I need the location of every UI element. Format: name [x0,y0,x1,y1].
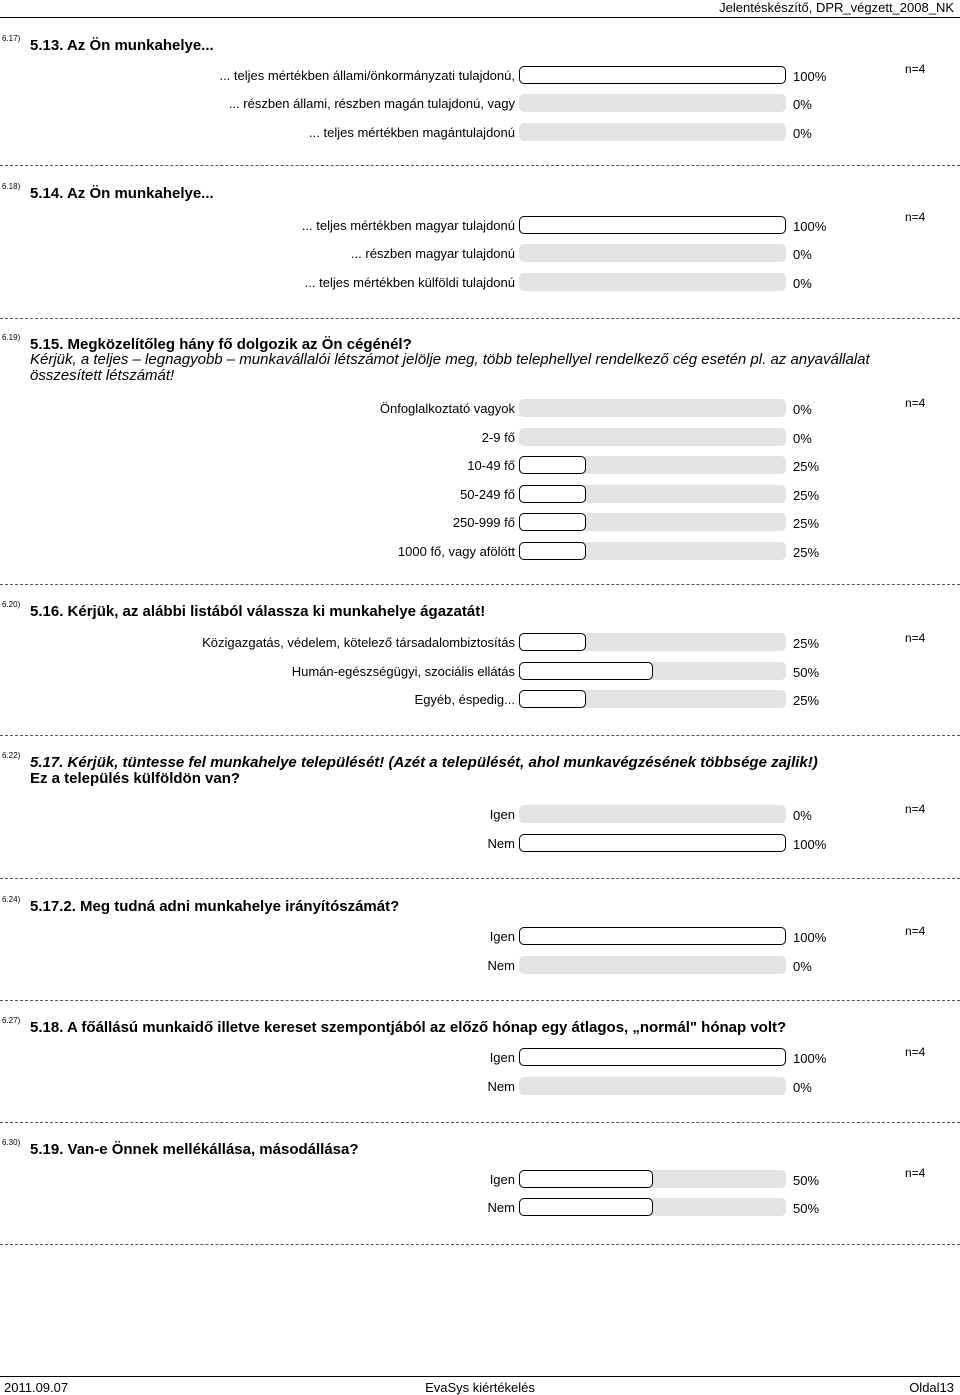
answer-bar-fill [519,542,586,560]
answer-row [0,1048,960,1068]
answer-percent: 50% [793,1173,820,1188]
answer-label: Nem [487,836,515,851]
answer-bar [519,216,786,234]
answer-percent: 50% [793,665,820,680]
answer-bar [519,399,786,417]
answer-bar [519,542,786,560]
answer-percent: 100% [793,219,827,234]
answer-percent: 25% [793,488,820,503]
answer-row [0,805,960,825]
answer-percent: 0% [793,247,812,262]
answer-bar [519,1170,786,1188]
footer-rule [0,1376,960,1377]
answer-bar [519,273,786,291]
answer-bar-fill [519,633,586,651]
answer-bar [519,456,786,474]
answer-bar [519,513,786,531]
answer-label: 50-249 fő [460,487,515,502]
answer-label: Igen [489,929,515,944]
section-divider [0,1244,960,1245]
answer-label: Igen [489,1050,515,1065]
answer-percent: 100% [793,930,827,945]
answer-bar [519,805,786,823]
answer-percent: 0% [793,1080,812,1095]
answer-bar-fill [519,834,786,852]
report-header-title: Jelentéskészítő, DPR_végzett_2008_NK [719,0,954,15]
sample-size: n=4 [905,62,926,76]
answer-label: ... teljes mértékben külföldi tulajdonú [304,275,515,290]
answer-label: Humán-egészségügyi, szociális ellátás [291,664,515,679]
answer-bar [519,1077,786,1095]
answer-row [0,399,960,419]
sample-size: n=4 [905,1045,926,1059]
question-number: 6.20) [2,600,21,609]
answer-bar [519,94,786,112]
question-title: 5.18. A főállású munkaidő illetve kereset szempontjából az előző hónap egy átlagos, „normál" hónap volt? [30,1019,787,1036]
answer-label: Önfoglalkoztató vagyok [379,401,515,416]
answer-row [0,662,960,682]
footer-page-number: Oldal13 [909,1380,954,1395]
answer-row [0,513,960,533]
answer-label: 1000 fő, vagy afölött [397,544,515,559]
answer-label: ... teljes mértékben magántulajdonú [309,125,515,140]
question-title: 5.14. Az Ön munkahelye... [30,185,214,202]
question-subtitle: Kérjük, a teljes – legnagyobb – munkavállalói létszámot jelölje meg, több telephellyel rendelkező cég esetén pl. az anyavállalat összesített létszámát! [30,351,870,384]
answer-percent: 25% [793,693,820,708]
question-number: 6.22) [2,751,21,760]
sample-size: n=4 [905,924,926,938]
answer-percent: 25% [793,516,820,531]
answer-bar-fill [519,662,653,680]
sample-size: n=4 [905,210,926,224]
question-number: 6.27) [2,1016,21,1025]
answer-label: Igen [489,807,515,822]
answer-bar [519,244,786,262]
section-divider [0,878,960,879]
sample-size: n=4 [905,396,926,410]
answer-percent: 0% [793,402,812,417]
answer-row [0,66,960,86]
answer-bar [519,927,786,945]
question-number: 6.18) [2,182,21,191]
answer-label: ... teljes mértékben magyar tulajdonú [301,218,515,233]
section-divider [0,165,960,166]
section-divider [0,318,960,319]
question-title: 5.13. Az Ön munkahelye... [30,37,214,54]
answer-percent: 25% [793,636,820,651]
sample-size: n=4 [905,1166,926,1180]
answer-row [0,428,960,448]
question-number: 6.19) [2,333,21,342]
footer-date: 2011.09.07 [4,1380,69,1395]
answer-bar [519,123,786,141]
answer-bar [519,1198,786,1216]
question-title: 5.16. Kérjük, az alábbi listából válassza ki munkahelye ágazatát! [30,603,486,620]
question-title: 5.19. Van-e Önnek mellékállása, másodállása? [30,1141,359,1158]
answer-bar-fill [519,456,586,474]
answer-label: Egyéb, éspedig... [414,692,515,707]
answer-bar [519,662,786,680]
answer-bar-fill [519,690,586,708]
answer-bar-fill [519,1048,786,1066]
answer-bar [519,633,786,651]
answer-percent: 100% [793,1051,827,1066]
answer-row [0,123,960,143]
answer-row [0,956,960,976]
answer-bar [519,834,786,852]
answer-bar-fill [519,485,586,503]
question-number: 6.24) [2,895,21,904]
answer-label: Igen [489,1172,515,1187]
question-title: 5.15. Megközelítőleg hány fő dolgozik az Ön cégénél? [30,336,412,353]
answer-bar [519,428,786,446]
answer-percent: 0% [793,97,812,112]
answer-row [0,1198,960,1218]
answer-percent: 100% [793,69,827,84]
answer-row [0,216,960,236]
answer-bar [519,485,786,503]
answer-bar-fill [519,1170,653,1188]
answer-row [0,633,960,653]
question-number: 6.30) [2,1138,21,1147]
answer-bar-fill [519,927,786,945]
answer-row [0,927,960,947]
answer-row [0,244,960,264]
answer-percent: 25% [793,459,820,474]
answer-label: Közigazgatás, védelem, kötelező társadalombiztosítás [202,635,515,650]
section-divider [0,735,960,736]
answer-row [0,690,960,710]
question-title-secondary: Ez a település külföldön van? [30,770,241,787]
answer-row [0,1077,960,1097]
answer-label: ... teljes mértékben állami/önkormányzati tulajdonú, [219,68,515,83]
answer-bar [519,66,786,84]
answer-label: Nem [487,1079,515,1094]
answer-row [0,456,960,476]
section-divider [0,1000,960,1001]
answer-percent: 50% [793,1201,820,1216]
answer-percent: 100% [793,837,827,852]
answer-bar [519,1048,786,1066]
section-divider [0,584,960,585]
answer-label: Nem [487,958,515,973]
answer-percent: 0% [793,276,812,291]
answer-label: 2-9 fő [481,430,515,445]
answer-bar-fill [519,1198,653,1216]
answer-percent: 0% [793,431,812,446]
answer-row [0,485,960,505]
question-title: 5.17. Kérjük, tüntesse fel munkahelye települését! (Azét a települését, ahol munkavégzésének többsége zajlik!) [30,754,818,771]
question-title: 5.17.2. Meg tudná adni munkahelye irányítószámát? [30,898,400,915]
answer-label: ... részben állami, részben magán tulajdonú, vagy [228,96,515,111]
answer-bar-fill [519,513,586,531]
answer-row [0,834,960,854]
answer-label: 250-999 fő [452,515,515,530]
answer-percent: 0% [793,808,812,823]
sample-size: n=4 [905,802,926,816]
section-divider [0,1122,960,1123]
answer-bar [519,690,786,708]
footer-title: EvaSys kiértékelés [425,1380,535,1395]
answer-row [0,1170,960,1190]
answer-row [0,273,960,293]
answer-percent: 25% [793,545,820,560]
question-number: 6.17) [2,34,21,43]
answer-percent: 0% [793,959,812,974]
answer-bar [519,956,786,974]
answer-label: 10-49 fő [467,458,515,473]
answer-bar-fill [519,66,786,84]
answer-label: ... részben magyar tulajdonú [350,246,515,261]
answer-label: Nem [487,1200,515,1215]
sample-size: n=4 [905,631,926,645]
answer-percent: 0% [793,126,812,141]
answer-row [0,542,960,562]
header-rule [0,17,960,18]
answer-bar-fill [519,216,786,234]
answer-row [0,94,960,114]
